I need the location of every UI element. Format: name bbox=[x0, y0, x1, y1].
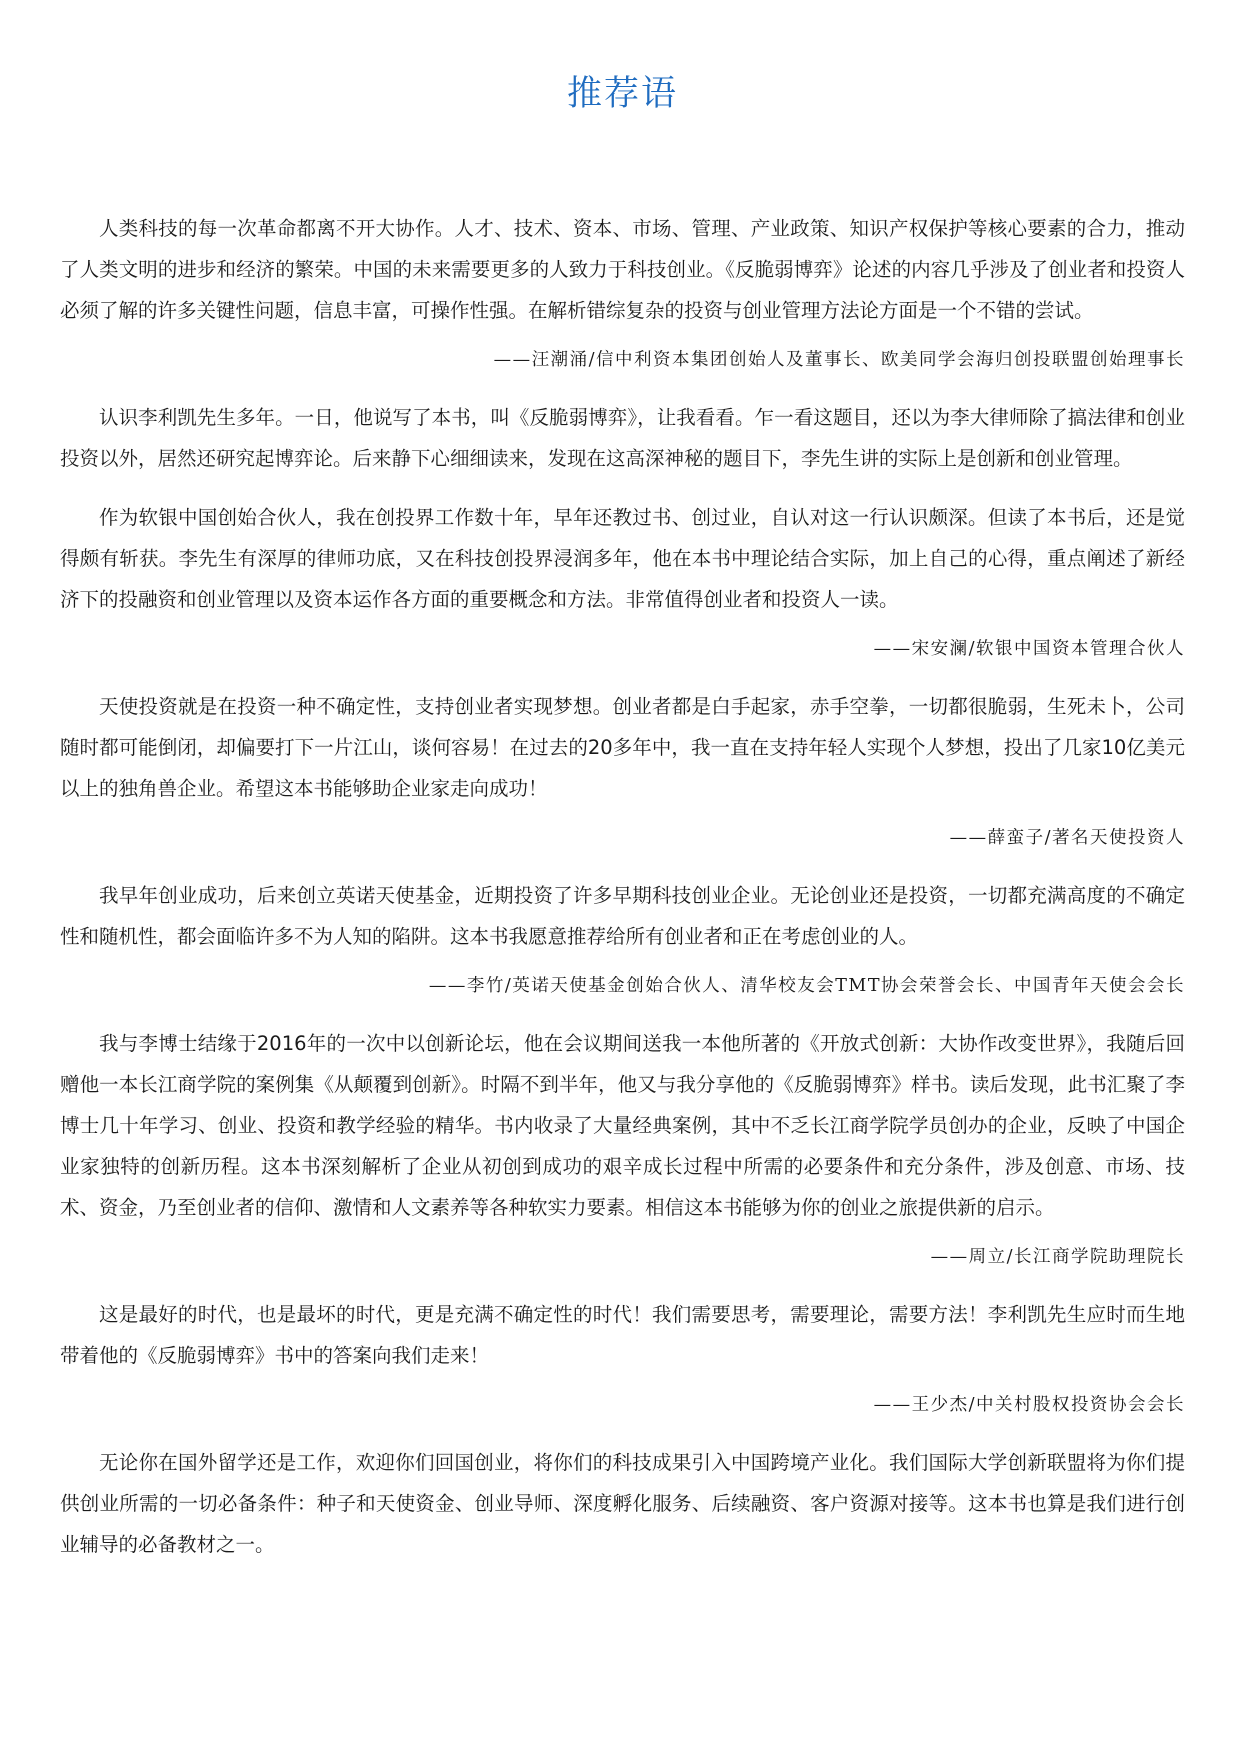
recommendation-6 bbox=[60, 1294, 1185, 1420]
recommendation-text: 我与李博士结缘于2016年的一次中以创新论坛，他在会议期间送我一本他所著的《开放式创新：大协作改变世界》，我随后回赠他一本长江商学院的案例集《从颠覆到创新》。时隔不到半年，他又与我分享他的《反脆弱博弈》样书。读后发现，此书汇聚了李博士几十年学习、创业、投资和教学经验的精华。书内收录了大量经典案例，其中不乏长江商学院学员创办的企业，反映了中国企业家独特的创新历程。这本书深刻解析了企业从初创到成功的艰辛成长过程中所需的必要条件和充分条件，涉及创意、市场、技术、资金，乃至创业者的信仰、激情和人文素养等各种软实力要素。相信这本书能够为你的创业之旅提供新的启示。 bbox=[60, 1032, 1185, 1219]
recommendation-text: 这是最好的时代，也是最坏的时代，更是充满不确定性的时代！我们需要思考，需要理论，需要方法！李利凯先生应时而生地带着他的《反脆弱博弈》书中的答案向我们走来！ bbox=[60, 1303, 1185, 1367]
recommendation-2 bbox=[60, 397, 1185, 664]
recommendation-text: 认识李利凯先生多年。一日，他说写了本书，叫《反脆弱博弈》，让我看看。乍一看这题目，还以为李大律师除了搞法律和创业投资以外，居然还研究起博弈论。后来静下心细细读来，发现在这高深神秘的题目下，李先生讲的实际上是创新和创业管理。 bbox=[60, 406, 1185, 470]
recommendation-5 bbox=[60, 1023, 1185, 1272]
recommendation-text: 无论你在国外留学还是工作，欢迎你们回国创业，将你们的科技成果引入中国跨境产业化。我们国际大学创新联盟将为你们提供创业所需的一切必备条件：种子和天使资金、创业导师、深度孵化服务、后续融资、客户资源对接等。这本书也算是我们进行创业辅导的必备教材之一。 bbox=[60, 1451, 1185, 1556]
recommendation-text: 作为软银中国创始合伙人，我在创投界工作数十年，早年还教过书、创过业，自认对这一行认识颇深。但读了本书后，还是觉得颇有斩获。李先生有深厚的律师功底，又在科技创投界浸润多年，他在本书中理论结合实际，加上自己的心得，重点阐述了新经济下的投融资和创业管理以及资本运作各方面的重要概念和方法。非常值得创业者和投资人一读。 bbox=[60, 506, 1185, 611]
paragraph-spacer bbox=[60, 479, 1185, 497]
recommendation-attribution: ——李竹/英诺天使基金创始合伙人、清华校友会TMT协会荣誉会长、中国青年天使会会长 bbox=[428, 976, 1185, 996]
recommendation-attribution: ——王少杰/中关村股权投资协会会长 bbox=[873, 1395, 1185, 1415]
recommendation-attribution: ——薛蛮子/著名天使投资人 bbox=[949, 828, 1185, 848]
recommendation-text: 天使投资就是在投资一种不确定性，支持创业者实现梦想。创业者都是白手起家，赤手空拳，一切都很脆弱，生死未卜，公司随时都可能倒闭，却偏要打下一片江山，谈何容易！在过去的20多年中，我一直在支持年轻人实现个人梦想，投出了几家10亿美元以上的独角兽企业。希望这本书能够助企业家走向成功！ bbox=[60, 695, 1185, 800]
recommendation-7 bbox=[60, 1442, 1185, 1565]
recommendation-1 bbox=[60, 208, 1185, 375]
recommendation-text: 我早年创业成功，后来创立英诺天使基金，近期投资了许多早期科技创业企业。无论创业还是投资，一切都充满高度的不确定性和随机性，都会面临许多不为人知的陷阱。这本书我愿意推荐给所有创业者和正在考虑创业的人。 bbox=[60, 884, 1185, 948]
recommendation-text: 人类科技的每一次革命都离不开大协作。人才、技术、资本、市场、管理、产业政策、知识产权保护等核心要素的合力，推动了人类文明的进步和经济的繁荣。中国的未来需要更多的人致力于科技创业。《反脆弱博弈》论述的内容几乎涉及了创业者和投资人必须了解的许多关键性问题，信息丰富，可操作性强。在解析错综复杂的投资与创业管理方法论方面是一个不错的尝试。 bbox=[60, 217, 1185, 322]
recommendation-3 bbox=[60, 686, 1185, 853]
recommendation-4 bbox=[60, 875, 1185, 1001]
page-title: 推荐语 bbox=[566, 74, 678, 114]
recommendation-attribution: ——汪潮涌/信中利资本集团创始人及董事长、欧美同学会海归创投联盟创始理事长 bbox=[493, 350, 1185, 370]
recommendation-attribution: ——周立/长江商学院助理院长 bbox=[930, 1247, 1185, 1267]
recommendation-attribution: ——宋安澜/软银中国资本管理合伙人 bbox=[873, 639, 1185, 659]
